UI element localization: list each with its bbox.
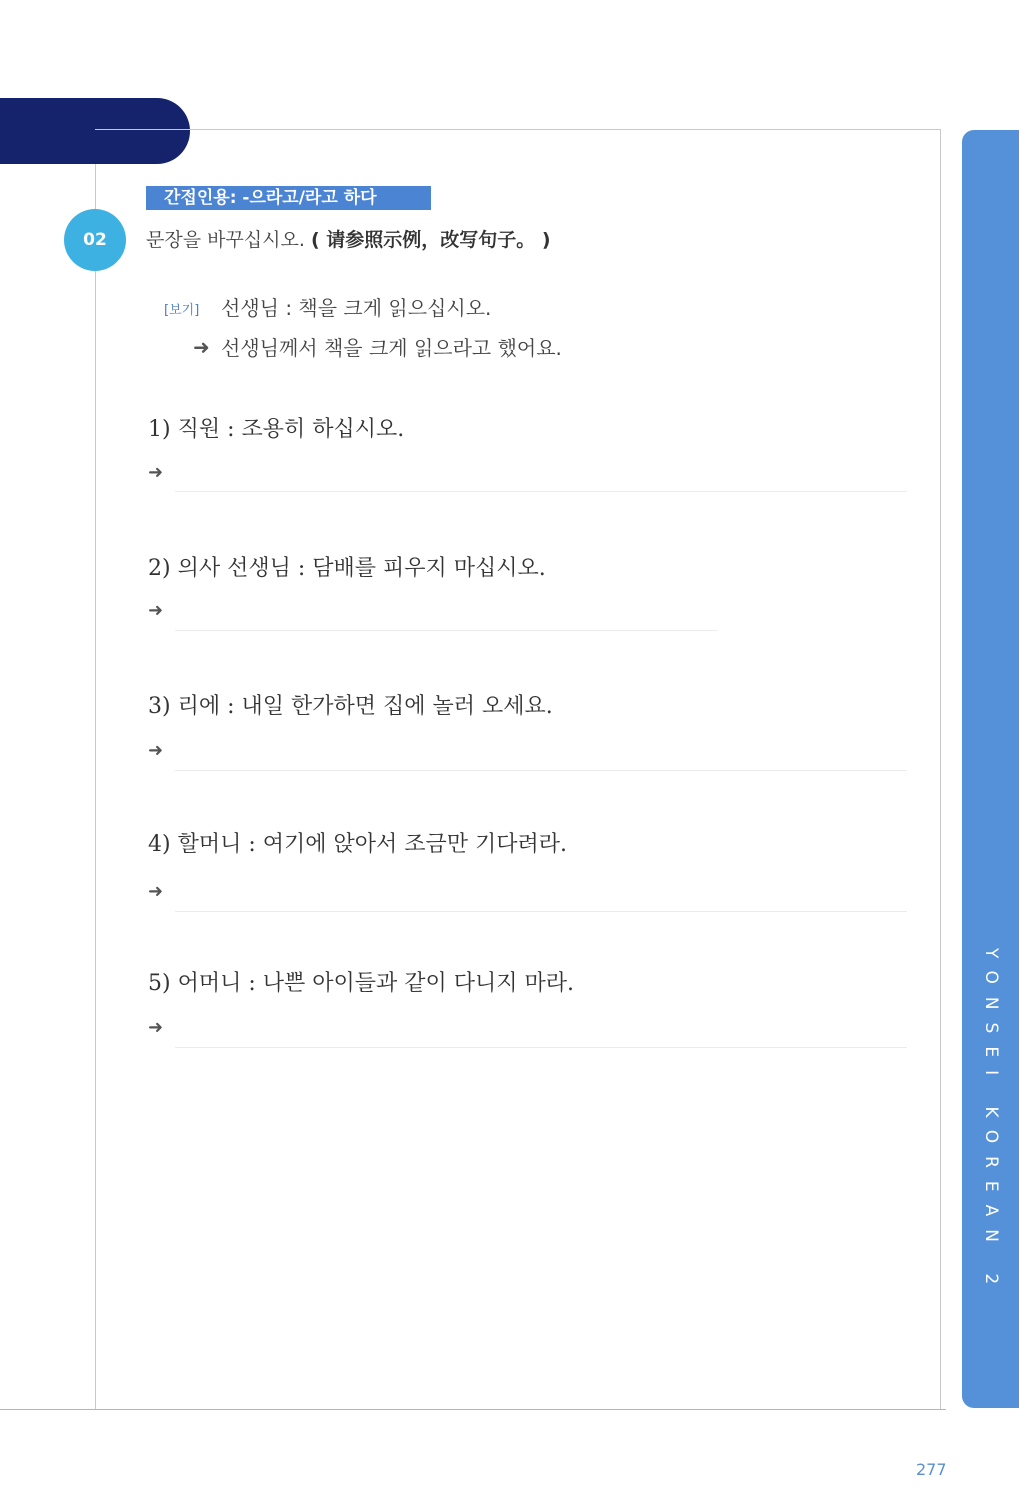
- arrow-right-icon: ➜: [193, 335, 210, 359]
- question-3: 3) 리에 : 내일 한가하면 집에 놀러 오세요.: [148, 694, 553, 719]
- instruction: [146, 225, 551, 252]
- answer-line-3[interactable]: [175, 770, 907, 771]
- side-label: YONSEI KOREAN 2: [981, 948, 1001, 1298]
- frame-left-border: [95, 164, 96, 1410]
- frame-top-border: [95, 129, 941, 130]
- answer-line-5[interactable]: [175, 1047, 907, 1048]
- section-title: 간접인용: -으라고/라고 하다: [146, 186, 431, 210]
- question-1: 1) 직원 : 조용히 하십시오.: [148, 417, 405, 442]
- example-answer: 선생님께서 책을 크게 읽으라고 했어요.: [221, 336, 562, 360]
- arrow-right-icon: ➜: [148, 1017, 164, 1038]
- answer-line-2[interactable]: [175, 630, 718, 631]
- arrow-right-icon: ➜: [148, 881, 164, 902]
- instruction-chinese: ( 请参照示例，改写句子。 ): [310, 229, 551, 251]
- arrow-right-icon: ➜: [148, 600, 164, 621]
- answer-line-4[interactable]: [175, 911, 907, 912]
- example-tag: [보기]: [164, 303, 200, 318]
- example-question: 선생님 : 책을 크게 읽으십시오.: [221, 296, 492, 320]
- arrow-right-icon: ➜: [148, 462, 164, 483]
- answer-line-1[interactable]: [175, 491, 907, 492]
- exercise-number-badge: 02: [64, 209, 126, 271]
- arrow-right-icon: ➜: [148, 740, 164, 761]
- question-4: 4) 할머니 : 여기에 앉아서 조금만 기다려라.: [148, 832, 567, 857]
- instruction-korean: 문장을 바꾸십시오.: [146, 229, 305, 251]
- frame-right-border: [940, 129, 941, 1410]
- header-tab: [0, 98, 190, 164]
- question-5: 5) 어머니 : 나쁜 아이들과 같이 다니지 마라.: [148, 971, 574, 996]
- question-2: 2) 의사 선생님 : 담배를 피우지 마십시오.: [148, 556, 546, 581]
- frame-bottom-border: [0, 1409, 946, 1410]
- page-number: 277: [916, 1460, 947, 1479]
